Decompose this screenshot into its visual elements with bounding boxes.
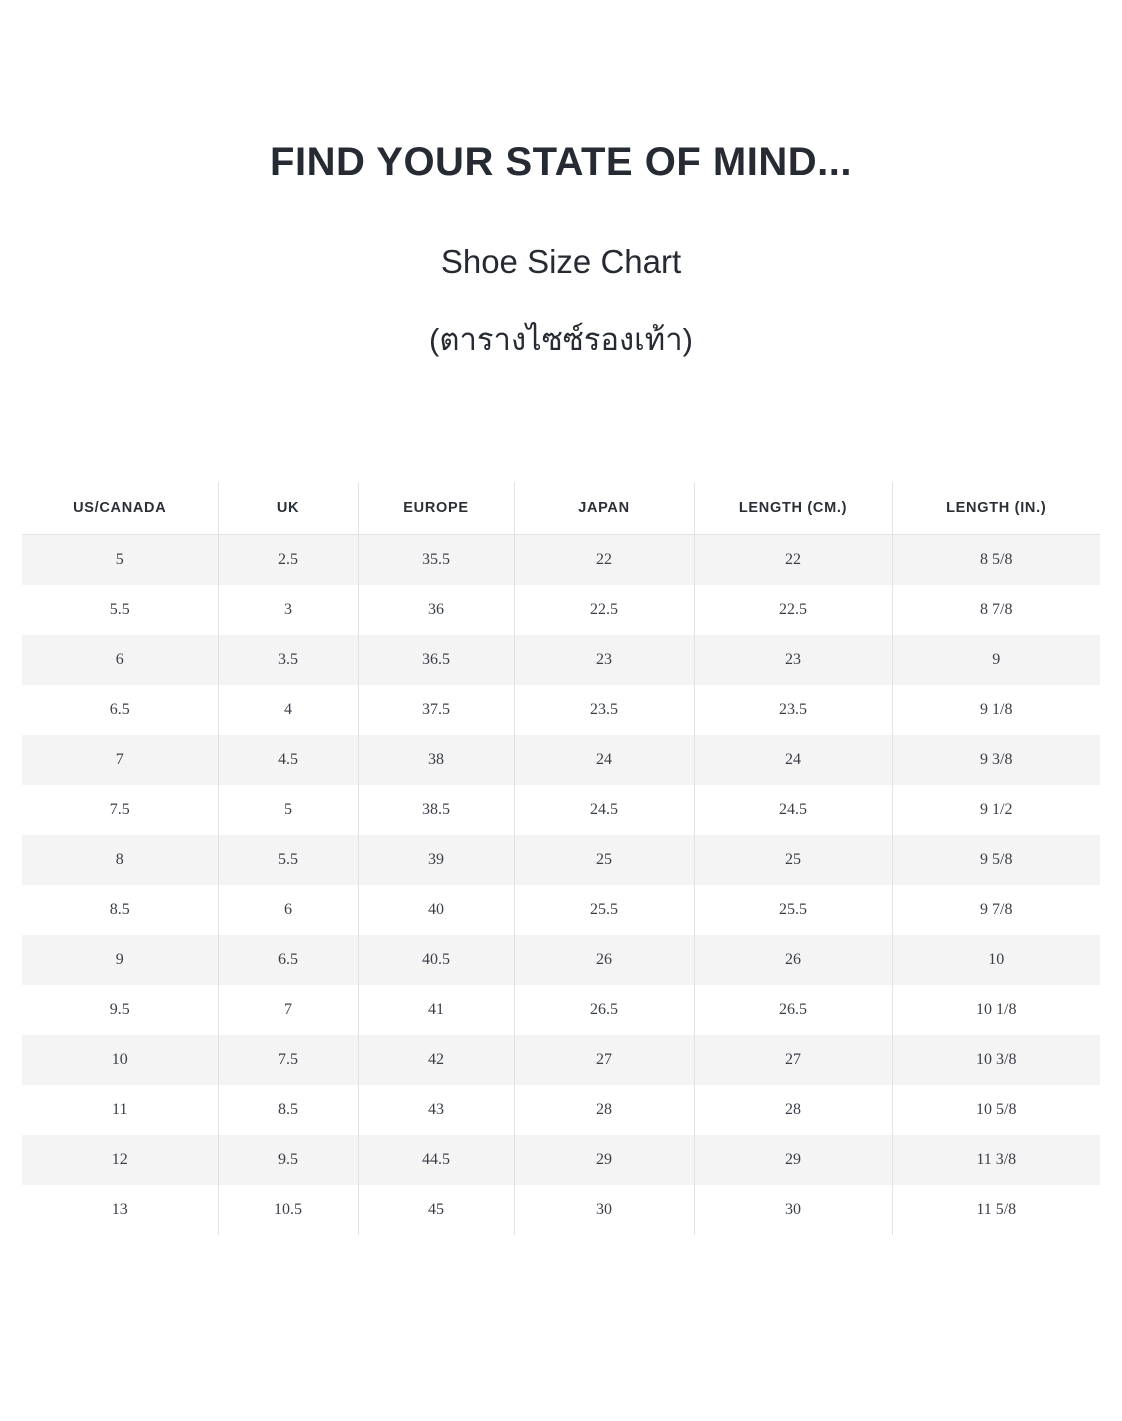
table-cell: 5.5 <box>22 585 218 635</box>
table-row <box>22 785 1100 835</box>
table-cell: 8 7/8 <box>892 585 1100 635</box>
table-cell: 24.5 <box>694 785 892 835</box>
table-cell: 10 5/8 <box>892 1085 1100 1135</box>
table-cell: 8.5 <box>22 885 218 935</box>
table-cell: 4 <box>218 685 358 735</box>
table-header <box>22 482 1100 535</box>
page-subtitle: Shoe Size Chart <box>440 243 682 280</box>
table-cell: 38 <box>358 735 514 785</box>
table-cell: 6 <box>22 635 218 685</box>
table-cell: 9 5/8 <box>892 835 1100 885</box>
table-cell: 9.5 <box>218 1135 358 1185</box>
table-row <box>22 585 1100 635</box>
table-cell: 23 <box>514 635 694 685</box>
table-cell: 6.5 <box>218 935 358 985</box>
table-cell: 42 <box>358 1035 514 1085</box>
table-row <box>22 1085 1100 1135</box>
table-cell: 44.5 <box>358 1135 514 1185</box>
table-cell: 9.5 <box>22 985 218 1035</box>
table-cell: 8 <box>22 835 218 885</box>
table-cell: 22.5 <box>514 585 694 635</box>
table-cell: 3 <box>218 585 358 635</box>
table-cell: 10 <box>892 935 1100 985</box>
table-cell: 13 <box>22 1185 218 1235</box>
table-cell: 11 5/8 <box>892 1185 1100 1235</box>
table-cell: 12 <box>22 1135 218 1185</box>
table-row <box>22 535 1100 586</box>
table-cell: 41 <box>358 985 514 1035</box>
table-row <box>22 835 1100 885</box>
table-row <box>22 685 1100 735</box>
table-cell: 3.5 <box>218 635 358 685</box>
shoe-size-table <box>22 482 1100 1235</box>
table-cell: 39 <box>358 835 514 885</box>
table-row <box>22 1135 1100 1185</box>
table-cell: 26 <box>694 935 892 985</box>
table-cell: 4.5 <box>218 735 358 785</box>
table-cell: 29 <box>514 1135 694 1185</box>
table-cell: 27 <box>694 1035 892 1085</box>
table-body <box>22 535 1100 1236</box>
table-cell: 25.5 <box>694 885 892 935</box>
table-row <box>22 1035 1100 1085</box>
table-cell: 9 3/8 <box>892 735 1100 785</box>
table-cell: 26.5 <box>514 985 694 1035</box>
table-cell: 8 5/8 <box>892 535 1100 586</box>
table-cell: 9 <box>892 635 1100 685</box>
table-header-row <box>22 482 1100 535</box>
table-cell: 7.5 <box>22 785 218 835</box>
table-cell: 23.5 <box>514 685 694 735</box>
table-cell: 24 <box>514 735 694 785</box>
table-cell: 40 <box>358 885 514 935</box>
page-headline: FIND YOUR STATE OF MIND... <box>270 140 852 184</box>
table-cell: 22 <box>694 535 892 586</box>
table-cell: 5 <box>22 535 218 586</box>
table-row <box>22 635 1100 685</box>
column-header-uk: UK <box>218 482 358 535</box>
table-row <box>22 935 1100 985</box>
table-cell: 11 3/8 <box>892 1135 1100 1185</box>
table-cell: 10 3/8 <box>892 1035 1100 1085</box>
table-cell: 40.5 <box>358 935 514 985</box>
table-row <box>22 735 1100 785</box>
table-cell: 26.5 <box>694 985 892 1035</box>
table-cell: 27 <box>514 1035 694 1085</box>
table-cell: 28 <box>694 1085 892 1135</box>
table-cell: 5.5 <box>218 835 358 885</box>
table-cell: 7 <box>218 985 358 1035</box>
table-cell: 22 <box>514 535 694 586</box>
table-cell: 11 <box>22 1085 218 1135</box>
table-cell: 5 <box>218 785 358 835</box>
table-cell: 36.5 <box>358 635 514 685</box>
table-row <box>22 885 1100 935</box>
table-row <box>22 1185 1100 1235</box>
table-cell: 10.5 <box>218 1185 358 1235</box>
table-cell: 43 <box>358 1085 514 1135</box>
table-cell: 9 <box>22 935 218 985</box>
table-cell: 26 <box>514 935 694 985</box>
table-cell: 10 <box>22 1035 218 1085</box>
table-cell: 30 <box>514 1185 694 1235</box>
table-cell: 2.5 <box>218 535 358 586</box>
size-table-container <box>22 482 1100 1235</box>
page-subtitle-thai: (ตารางไซซ์รองเท้า) <box>429 321 693 357</box>
table-cell: 25 <box>514 835 694 885</box>
table-cell: 35.5 <box>358 535 514 586</box>
table-cell: 37.5 <box>358 685 514 735</box>
table-row <box>22 985 1100 1035</box>
column-header-length-in: LENGTH (IN.) <box>892 482 1100 535</box>
table-cell: 30 <box>694 1185 892 1235</box>
table-cell: 24 <box>694 735 892 785</box>
table-cell: 24.5 <box>514 785 694 835</box>
table-cell: 28 <box>514 1085 694 1135</box>
column-header-length-cm: LENGTH (CM.) <box>694 482 892 535</box>
table-cell: 6 <box>218 885 358 935</box>
column-header-japan: JAPAN <box>514 482 694 535</box>
column-header-europe: EUROPE <box>358 482 514 535</box>
table-cell: 23.5 <box>694 685 892 735</box>
table-cell: 36 <box>358 585 514 635</box>
table-cell: 25 <box>694 835 892 885</box>
table-cell: 10 1/8 <box>892 985 1100 1035</box>
table-cell: 38.5 <box>358 785 514 835</box>
table-cell: 6.5 <box>22 685 218 735</box>
table-cell: 23 <box>694 635 892 685</box>
table-cell: 9 1/2 <box>892 785 1100 835</box>
table-cell: 9 7/8 <box>892 885 1100 935</box>
table-cell: 8.5 <box>218 1085 358 1135</box>
column-header-us-canada: US/CANADA <box>22 482 218 535</box>
table-cell: 45 <box>358 1185 514 1235</box>
table-cell: 7 <box>22 735 218 785</box>
table-cell: 25.5 <box>514 885 694 935</box>
table-cell: 7.5 <box>218 1035 358 1085</box>
table-cell: 29 <box>694 1135 892 1185</box>
table-cell: 9 1/8 <box>892 685 1100 735</box>
table-cell: 22.5 <box>694 585 892 635</box>
